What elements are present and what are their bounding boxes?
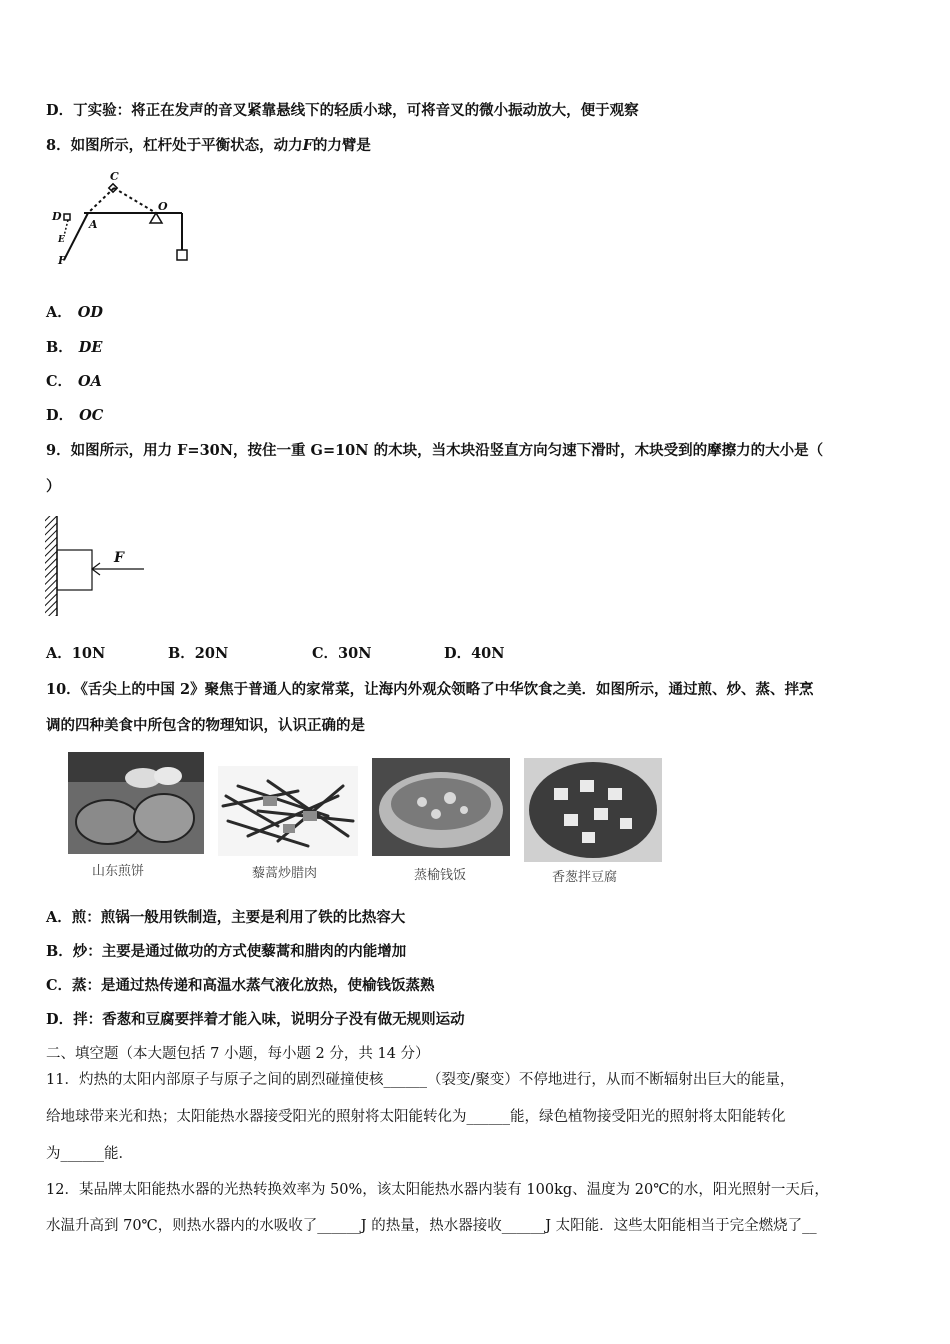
label-f: F (58, 254, 66, 267)
q10-photo-pancake (68, 752, 204, 854)
q8-option-b (46, 338, 102, 358)
q8-option-a (46, 303, 103, 323)
q9-option-d-text: 40N (471, 645, 505, 662)
q10-option-c-label: C． (46, 977, 73, 994)
q8-option-a-text: OD (77, 304, 103, 321)
q8-stem (46, 136, 371, 156)
q8-option-c-text: OA (78, 373, 102, 390)
q8-option-c (46, 372, 102, 392)
q10-option-b (46, 942, 406, 962)
dash-d-e (64, 220, 68, 236)
q8-option-d (46, 406, 103, 426)
wall-hatch (45, 516, 57, 616)
q8-stem-end: 的力臂是 (312, 137, 371, 154)
q9-wall-block-figure (44, 514, 148, 618)
q10-photo-steamed-rice (372, 758, 510, 856)
q10-option-d-label: D． (46, 1011, 74, 1028)
q9-option-c-text: 30N (338, 645, 372, 662)
q8-lever-figure (48, 168, 196, 272)
q10-caption-1: 山东煎饼 (92, 864, 145, 879)
pivot-triangle (150, 213, 162, 223)
q11-line3: 为______能． (46, 1146, 133, 1162)
q9-option-d (444, 644, 505, 664)
q10-caption-4: 香葱拌豆腐 (552, 870, 618, 885)
label-c: C (110, 170, 119, 183)
q9-option-c (312, 644, 371, 664)
q9-option-a-text: 10N (71, 645, 106, 662)
q11-line2: 给地球带来光和热；太阳能热水器接受阳光的照射将太阳能转化为______能，绿色植物接受阳光的照射将太阳能转化 (46, 1109, 786, 1125)
q10-option-d (46, 1010, 465, 1030)
q10-photo-stirfry (218, 766, 358, 856)
q11-line1: 11．灼热的太阳内部原子与原子之间的剧烈碰撞使核______（裂变/聚变）不停地进行，从而不断辐射出巨大的能量， (46, 1072, 795, 1088)
q9-option-b-label: B． (168, 645, 195, 662)
q10-caption-3: 蒸榆钱饭 (414, 868, 467, 883)
q9-stem-line2: ） (46, 478, 61, 495)
label-o: O (158, 200, 168, 213)
hanging-weight (177, 250, 187, 260)
q8-option-d-label: D． (46, 407, 74, 424)
q9-option-b (168, 644, 228, 664)
dash-c-a (88, 188, 114, 213)
q9-stem-line1: 9．如图所示，用力 F=30N，按住一重 G=10N 的木块，当木块沿竖直方向匀速下滑时，木块受到的摩擦力的大小是（ (46, 442, 824, 459)
q10-stem-line2: 调的四种美食中所包含的物理知识，认识正确的是 (46, 717, 365, 734)
q12-line2: 水温升高到 70℃，则热水器内的水吸收了______J 的热量，热水器接收______J 太阳能．这些太阳能相当于完全燃烧了__ (46, 1218, 817, 1234)
label-force-f: F (114, 550, 124, 566)
label-a: A (89, 218, 98, 231)
q10-option-c (46, 976, 435, 996)
q10-option-d-text: 拌：香葱和豆腐要拌着才能入味，说明分子没有做无规则运动 (73, 1011, 465, 1028)
section-2-title: 二、填空题（本大题包括 7 小题，每小题 2 分，共 14 分） (46, 1046, 430, 1062)
q10-caption-2: 藜蒿炒腊肉 (252, 866, 318, 881)
q8-option-d-text: OC (79, 407, 104, 424)
q9-option-c-label: C． (312, 645, 339, 662)
q10-option-b-label: B． (46, 943, 73, 960)
q9-option-a (46, 644, 105, 664)
q10-option-a-label: A． (46, 909, 72, 926)
q10-option-a (46, 908, 405, 928)
wood-block (57, 550, 92, 590)
q10-option-c-text: 蒸：是通过热传递和高温水蒸气液化放热，使榆钱饭蒸熟 (72, 977, 435, 994)
q8-option-b-text: DE (78, 339, 103, 356)
q8-stem-text: 8．如图所示，杠杆处于平衡状态，动力 (46, 137, 303, 154)
q9-option-b-text: 20N (194, 645, 229, 662)
dash-c-o (114, 188, 156, 213)
q10-stem-line1: 10．《舌尖上的中国 2》聚焦于普通人的家常菜，让海内外观众领略了中华饮食之美．如图所示，通过煎、炒、蒸、拌烹 (46, 681, 814, 698)
q8-option-c-label: C． (46, 373, 73, 390)
q7-option-d: D．丁实验：将正在发声的音叉紧靠悬线下的轻质小球，可将音叉的微小振动放大，便于观察 (46, 102, 639, 119)
q8-option-a-label: A． (46, 304, 72, 321)
q8-option-b-label: B． (46, 339, 73, 356)
q10-photo-tofu (524, 758, 662, 862)
q8-stem-force: F (302, 137, 313, 154)
label-d: D (52, 210, 62, 223)
right-angle-d (64, 214, 70, 220)
q9-option-a-label: A． (46, 645, 72, 662)
q9-option-d-label: D． (444, 645, 472, 662)
q10-option-a-text: 煎：煎锅一般用铁制造，主要是利用了铁的比热容大 (71, 909, 406, 926)
q12-line1: 12．某品牌太阳能热水器的光热转换效率为 50%，该太阳能热水器内装有 100kg、温度为 20℃的水，阳光照射一天后， (46, 1182, 829, 1198)
q10-option-b-text: 炒：主要是通过做功的方式使藜蒿和腊肉的内能增加 (72, 943, 407, 960)
label-e: E (58, 235, 65, 245)
